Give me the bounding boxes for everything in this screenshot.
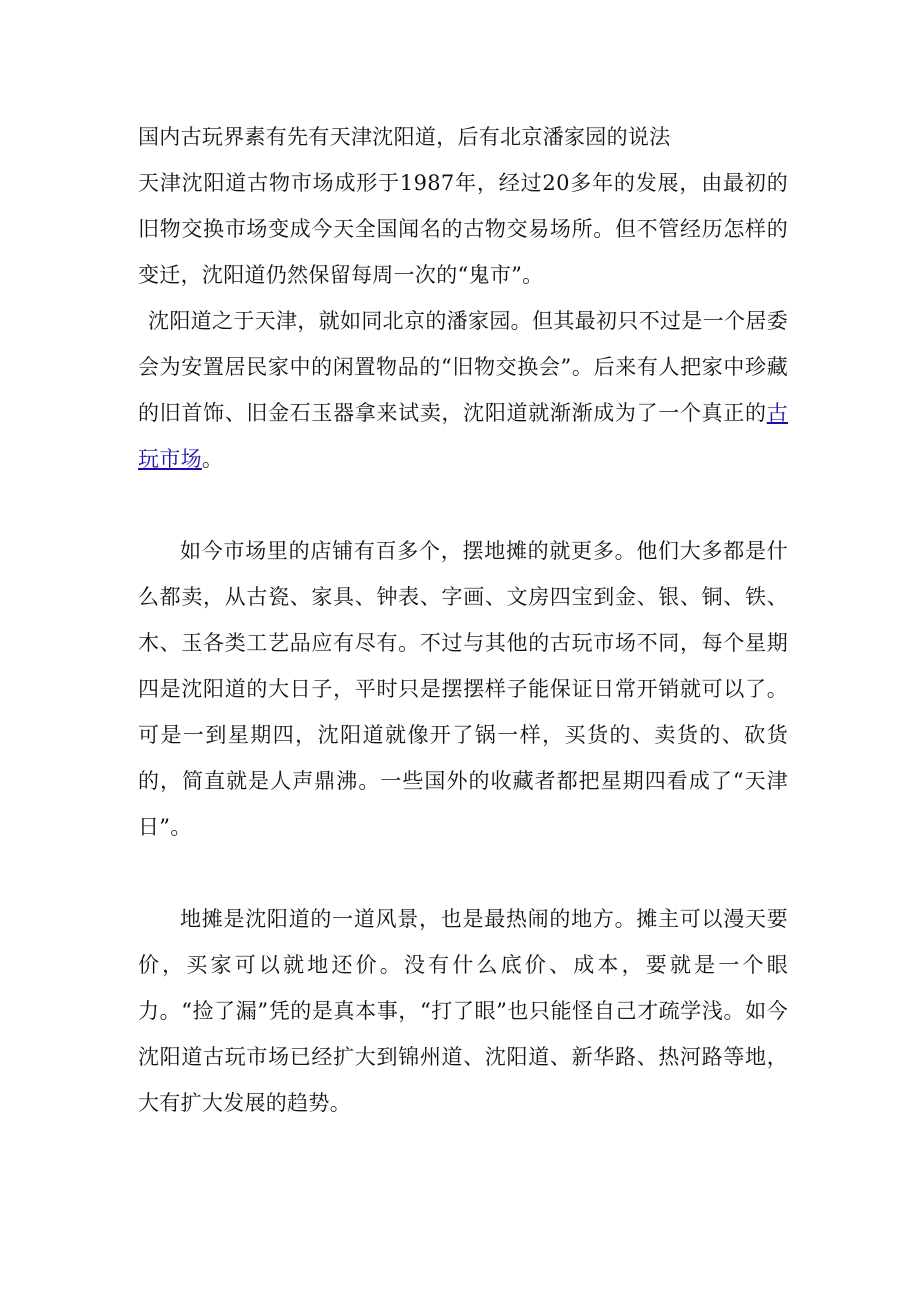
article-body bbox=[138, 114, 788, 1126]
paragraph-spacer bbox=[138, 850, 788, 896]
paragraph-2-end: 。 bbox=[201, 447, 224, 471]
headline: 国内古玩界素有先有天津沈阳道，后有北京潘家园的说法 bbox=[138, 125, 671, 149]
paragraph-2 bbox=[138, 298, 788, 482]
paragraph-4: 地摊是沈阳道的一道风景，也是最热闹的地方。摊主可以漫天要价，买家可以就地还价。没有什么底价、成本，要就是一个眼力。“捡了漏”凭的是真本事，“打了眼”也只能怪自己才疏学浅。如今沈阳道古玩市场已经扩大到锦州道、沈阳道、新华路、热河路等地，大有扩大发展的趋势。 bbox=[138, 907, 788, 1115]
antique-market-link[interactable]: 古玩市场 bbox=[138, 401, 788, 471]
paragraph-spacer bbox=[138, 482, 788, 528]
paragraph-3: 如今市场里的店铺有百多个，摆地摊的就更多。他们大多都是什么都卖，从古瓷、家具、钟表、字画、文房四宝到金、银、铜、铁、木、玉各类工艺品应有尽有。不过与其他的古玩市场不同，每个星期四是沈阳道的大日子，平时只是摆摆样子能保证日常开销就可以了。可是一到星期四，沈阳道就像开了锅一样，买货的、卖货的、砍货的，简直就是人声鼎沸。一些国外的收藏者都把星期四看成了“天津日”。 bbox=[138, 539, 788, 839]
paragraph-2-text: 沈阳道之于天津，就如同北京的潘家园。但其最初只不过是一个居委会为安置居民家中的闲置物品的“旧物交换会”。后来有人把家中珍藏的旧首饰、旧金石玉器拿来试卖，沈阳道就渐渐成为了一个真正的 bbox=[138, 309, 788, 425]
intro-paragraph: 天津沈阳道古物市场成形于1987年，经过20多年的发展，由最初的旧物交换市场变成今天全国闻名的古物交易场所。但不管经历怎样的变迁，沈阳道仍然保留每周一次的“鬼市”。 bbox=[138, 171, 788, 287]
